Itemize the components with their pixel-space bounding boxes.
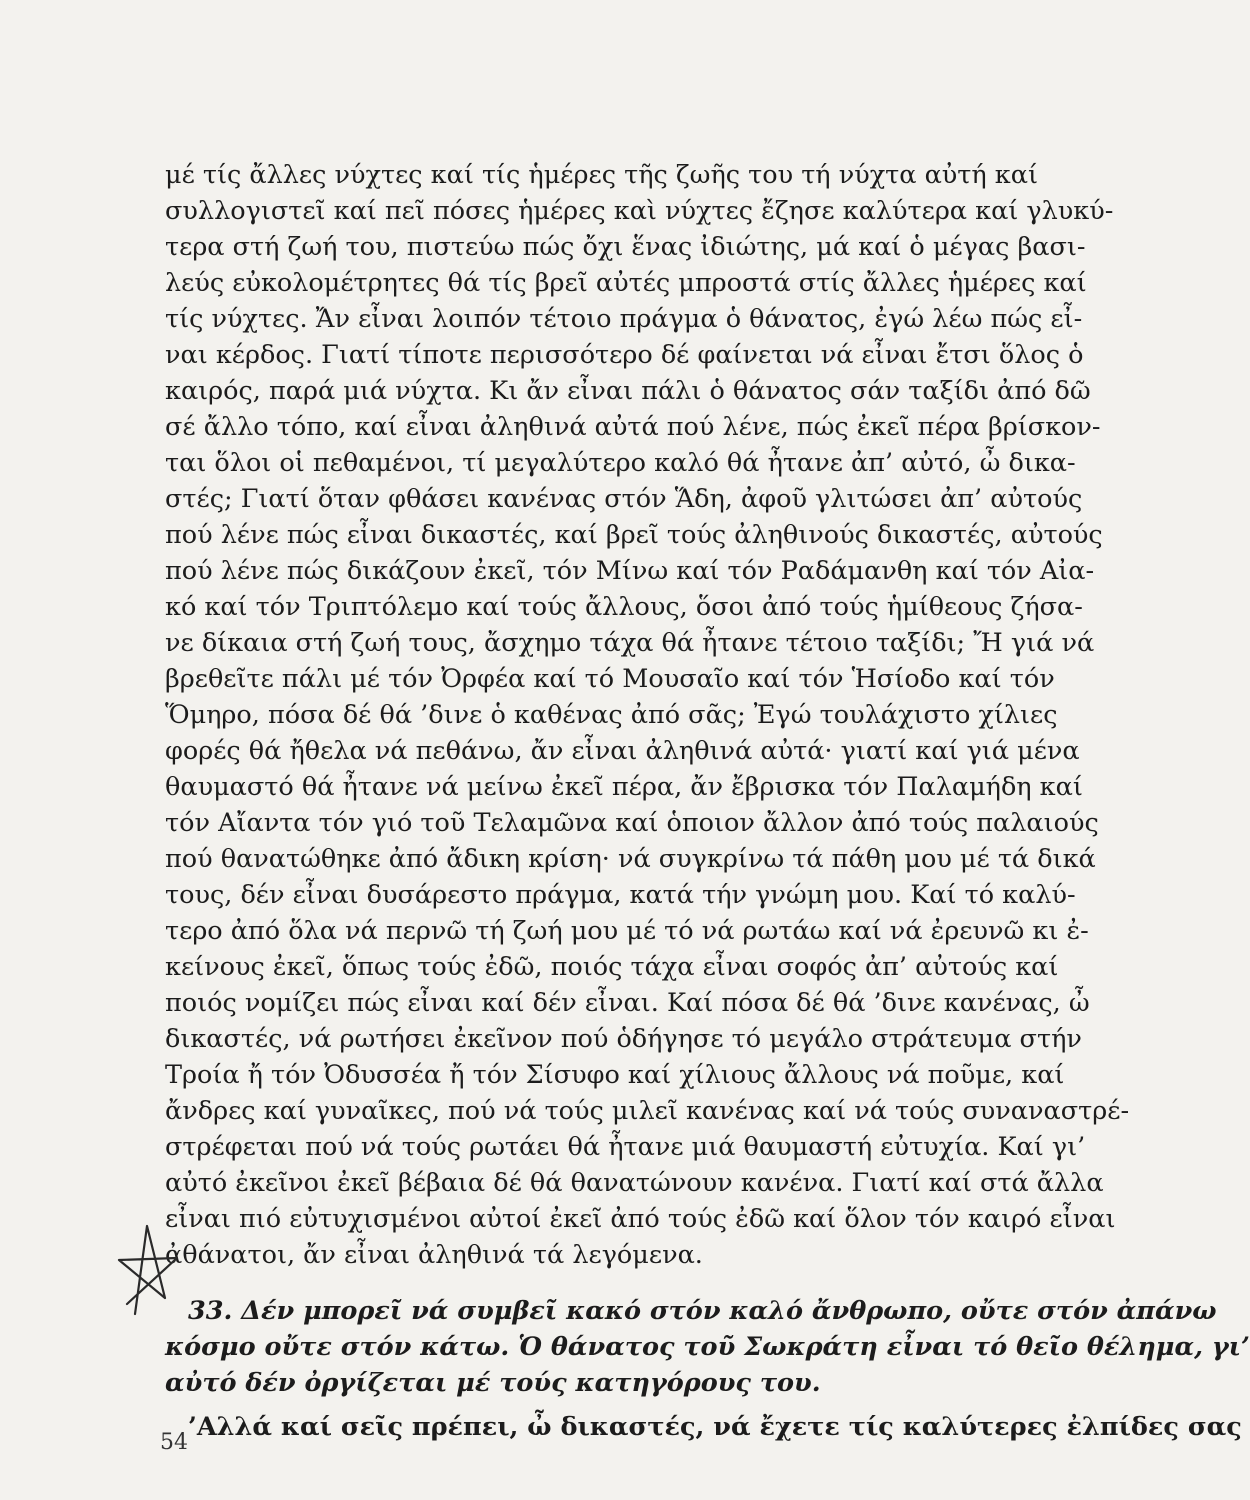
body-line: τερα στή ζωή του, πιστεύω πώς ὄχι ἕνας ἰδιώτης, μά καί ὁ μέγας βασι-: [165, 232, 1086, 262]
body-line: πού λένε πώς εἶναι δικαστές, καί βρεῖ τούς ἀληθινούς δικαστές, αὐτούς: [165, 520, 1103, 550]
body-line: πού λένε πώς δικάζουν ἐκεῖ, τόν Μίνω καί τόν Ραδάμανθη καί τόν Αἰα-: [165, 556, 1095, 586]
body-line: φορές θά ἤθελα νά πεθάνω, ἄν εἶναι ἀληθινά αὐτά· γιατί καί γιά μένα: [165, 736, 1080, 766]
body-line: δικαστές, νά ρωτήσει ἐκεῖνον πού ὁδήγησε τό μεγάλο στράτευμα στήν: [165, 1024, 1082, 1054]
body-line: θαυμαστό θά ἦτανε νά μείνω ἐκεῖ πέρα, ἄν ἔβρισκα τόν Παλαμήδη καί: [165, 772, 1083, 802]
body-line: αὐτό ἐκεῖνοι ἐκεῖ βέβαια δέ θά θανατώνουν κανένα. Γιατί καί στά ἄλλα: [165, 1168, 1104, 1198]
body-line: πού θανατώθηκε ἀπό ἄδικη κρίση· νά συγκρίνω τά πάθη μου μέ τά δικά: [165, 844, 1096, 874]
section-heading-line: 33. Δέν μπορεῖ νά συμβεῖ κακό στόν καλό ἄνθρωπο, οὔτε στόν ἀπάνω: [188, 1296, 1217, 1326]
body-line-last: ἀθάνατοι, ἄν εἶναι ἀληθινά τά λεγόμενα.: [165, 1240, 703, 1270]
page-number: 54: [160, 1430, 188, 1455]
body-line: τερο ἀπό ὅλα νά περνῶ τή ζωή μου μέ τό νά ρωτάω καί νά ἐρευνῶ κι ἐ-: [165, 916, 1089, 946]
body-line: Ὅμηρο, πόσα δέ θά ’δινε ὁ καθένας ἀπό σᾶς; Ἐγώ τουλάχιστο χίλιες: [165, 700, 1058, 730]
body-line: νε δίκαια στή ζωή τους, ἄσχημο τάχα θά ἦτανε τέτοιο ταξίδι; Ἤ γιά νά: [165, 628, 1095, 658]
body-line: συλλογιστεῖ καί πεῖ πόσες ἡμέρες καὶ νύχτες ἔζησε καλύτερα καί γλυκύ-: [165, 196, 1114, 226]
body-line: σέ ἄλλο τόπο, καί εἶναι ἀληθινά αὐτά πού λένε, πώς ἐκεῖ πέρα βρίσκον-: [165, 412, 1101, 442]
handwritten-star-mark: [113, 1218, 183, 1328]
body-line: ποιός νομίζει πώς εἶναι καί δέν εἶναι. Καί πόσα δέ θά ’δινε κανένας, ὦ: [165, 988, 1090, 1018]
body-line: στρέφεται πού νά τούς ρωτάει θά ἦτανε μιά θαυμαστή εὐτυχία. Καί γι’: [165, 1132, 1086, 1162]
section-heading-line: αὐτό δέν ὀργίζεται μέ τούς κατηγόρους του.: [165, 1368, 821, 1398]
body-line: ἄνδρες καί γυναῖκες, πού νά τούς μιλεῖ κανένας καί νά τούς συναναστρέ-: [165, 1096, 1130, 1126]
final-body-line: ’Αλλά καί σεῖς πρέπει, ὦ δικαστές, νά ἔχετε τίς καλύτερες ἐλπίδες σας: [188, 1412, 1242, 1442]
body-line: τίς νύχτες. Ἄν εἶναι λοιπόν τέτοιο πράγμα ὁ θάνατος, ἐγώ λέω πώς εἶ-: [165, 304, 1083, 334]
body-line: μέ τίς ἄλλες νύχτες καί τίς ἡμέρες τῆς ζωῆς του τή νύχτα αὐτή καί: [165, 160, 1038, 190]
body-line: τόν Αἴαντα τόν γιό τοῦ Τελαμῶνα καί ὁποιον ἄλλον ἀπό τούς παλαιούς: [165, 808, 1099, 838]
body-line: κό καί τόν Τριπτόλεμο καί τούς ἄλλους, ὅσοι ἀπό τούς ἡμίθεους ζήσα-: [165, 592, 1083, 622]
body-line: κείνους ἐκεῖ, ὅπως τούς ἐδῶ, ποιός τάχα εἶναι σοφός ἀπ’ αὐτούς καί: [165, 952, 1059, 982]
section-heading-line: κόσμο οὔτε στόν κάτω. Ὁ θάνατος τοῦ Σωκράτη εἶναι τό θεῖο θέλημα, γι’: [165, 1332, 1250, 1362]
body-line: βρεθεῖτε πάλι μέ τόν Ὀρφέα καί τό Μουσαῖο καί τόν Ἡσίοδο καί τόν: [165, 664, 1055, 694]
body-line: τους, δέν εἶναι δυσάρεστο πράγμα, κατά τήν γνώμη μου. Καί τό καλύ-: [165, 880, 1076, 910]
body-line: Τροία ἤ τόν Ὀδυσσέα ἤ τόν Σίσυφο καί χίλιους ἄλλους νά ποῦμε, καί: [165, 1060, 1065, 1090]
body-line: λεύς εὐκολομέτρητες θά τίς βρεῖ αὐτές μπροστά στίς ἄλλες ἡμέρες καί: [165, 268, 1087, 298]
body-line: εἶναι πιό εὐτυχισμένοι αὐτοί ἐκεῖ ἀπό τούς ἐδῶ καί ὅλον τόν καιρό εἶναι: [165, 1204, 1116, 1234]
body-line: ναι κέρδος. Γιατί τίποτε περισσότερο δέ φαίνεται νά εἶναι ἔτσι ὅλος ὁ: [165, 340, 1084, 370]
body-line: καιρός, παρά μιά νύχτα. Κι ἄν εἶναι πάλι ὁ θάνατος σάν ταξίδι ἀπό δῶ: [165, 376, 1091, 406]
body-line: στές; Γιατί ὅταν φθάσει κανένας στόν Ἅδη, ἀφοῦ γλιτώσει ἀπ’ αὐτούς: [165, 484, 1083, 514]
body-line: ται ὅλοι οἱ πεθαμένοι, τί μεγαλύτερο καλό θά ἦτανε ἀπ’ αὐτό, ὦ δικα-: [165, 448, 1076, 478]
